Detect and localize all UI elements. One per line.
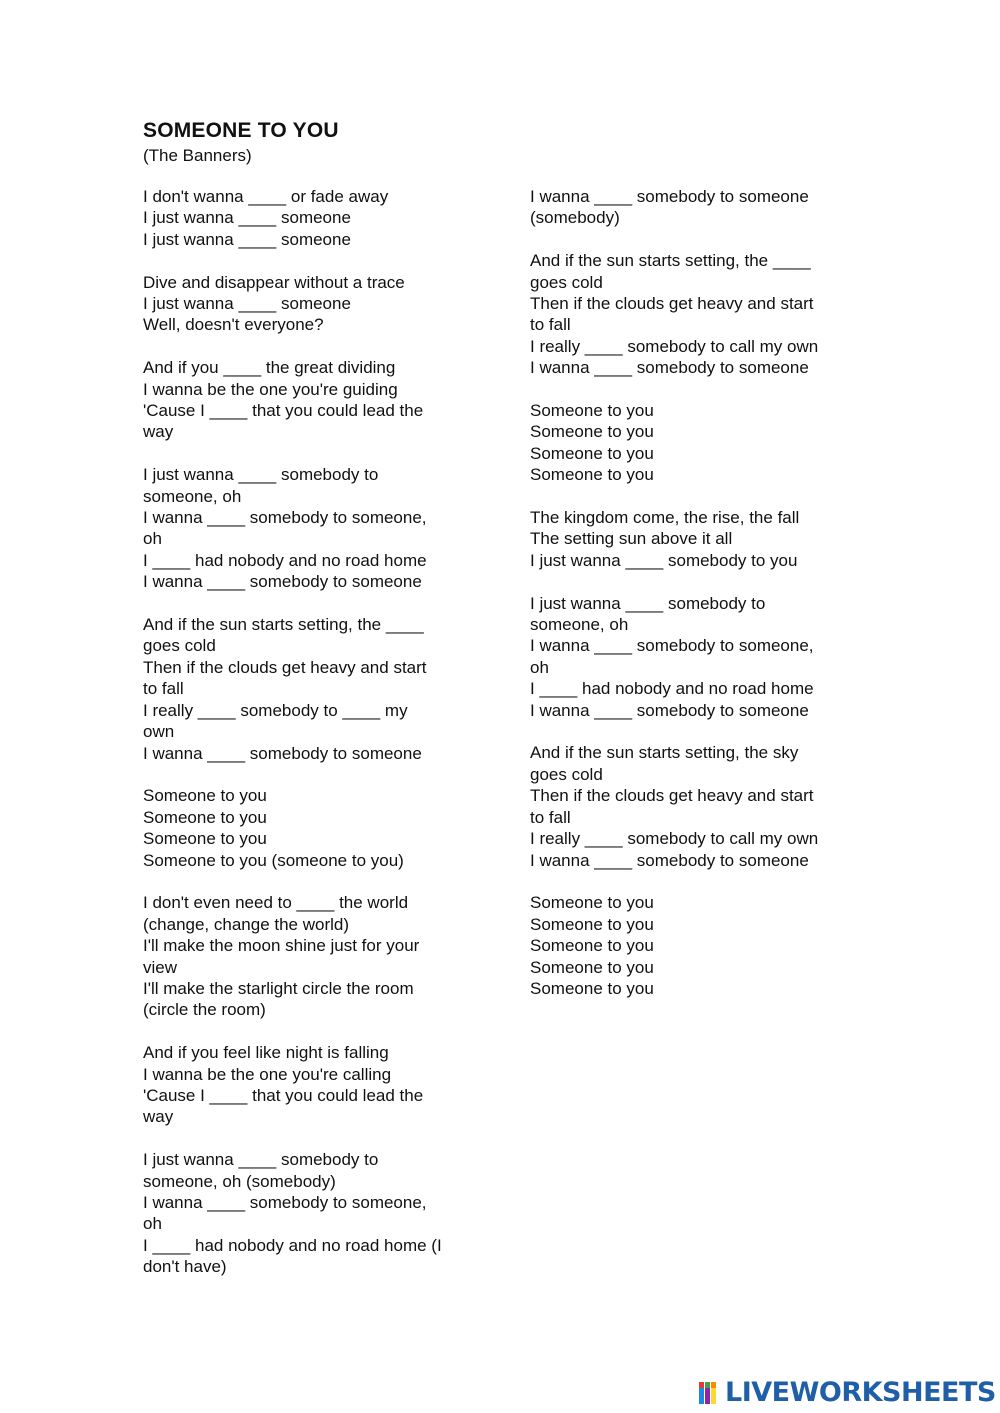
- lyric-line: I wanna ____ somebody to someone,: [143, 1192, 427, 1212]
- lyric-line: way: [143, 1107, 174, 1127]
- lyric-line: oh: [143, 1214, 162, 1234]
- song-title: SOMEONE TO YOU: [143, 119, 339, 142]
- lyric-stanza: [530, 186, 850, 229]
- lyric-line: Someone to you: [530, 957, 654, 977]
- lyric-line: Someone to you: [530, 978, 654, 998]
- lyric-stanza: [143, 1149, 473, 1277]
- lyric-line: I wanna ____ somebody to someone,: [530, 636, 814, 656]
- lyric-line: way: [143, 422, 174, 442]
- lyric-line: I really ____ somebody to ____ my: [143, 700, 408, 720]
- lyric-line: Someone to you: [530, 422, 654, 442]
- lyric-line: I just wanna ____ somebody to: [143, 1150, 379, 1170]
- lyric-line: I wanna ____ somebody to someone,: [143, 508, 427, 528]
- lyric-stanza: [530, 507, 850, 571]
- lyric-line: (change, change the world): [143, 914, 350, 934]
- lyric-stanza: [143, 357, 473, 443]
- lyric-stanza: [530, 400, 850, 486]
- lyric-stanza: [530, 593, 850, 721]
- lyric-line: Then if the clouds get heavy and start: [530, 786, 814, 806]
- lyric-line: And if the sun starts setting, the sky: [530, 743, 799, 763]
- lyric-line: oh: [530, 657, 549, 677]
- lyric-line: Well, doesn't everyone?: [143, 315, 324, 335]
- lyric-line: Someone to you: [143, 786, 267, 806]
- lyric-stanza: [143, 272, 473, 336]
- liveworksheets-logo[interactable]: [697, 1378, 996, 1408]
- lyric-stanza: [143, 186, 473, 250]
- lyric-line: I wanna ____ somebody to someone: [143, 572, 422, 592]
- lyric-line: Someone to you: [143, 829, 267, 849]
- lyric-line: Someone to you: [143, 807, 267, 827]
- lyric-line: I wanna ____ somebody to someone: [530, 187, 809, 206]
- lyric-line: to fall: [530, 315, 571, 335]
- lyric-stanza: [143, 1042, 473, 1128]
- lyric-line: Someone to you (someone to you): [143, 850, 404, 870]
- lyric-line: goes cold: [143, 636, 216, 656]
- lyric-stanza: [143, 785, 473, 871]
- lyric-line: I really ____ somebody to call my own: [530, 829, 819, 849]
- logo-mark-block: [705, 1388, 710, 1404]
- lyric-line: The kingdom come, the rise, the fall: [530, 508, 800, 528]
- liveworksheets-logo-icon: [697, 1380, 723, 1406]
- lyric-line: I really ____ somebody to call my own: [530, 336, 819, 356]
- lyric-line: Someone to you: [530, 465, 654, 485]
- lyric-line: The setting sun above it all: [530, 529, 733, 549]
- song-artist: (The Banners): [143, 146, 252, 165]
- lyric-line: view: [143, 957, 178, 977]
- lyric-line: I don't wanna ____ or fade away: [143, 187, 389, 206]
- lyric-line: 'Cause I ____ that you could lead the: [143, 401, 424, 421]
- lyric-line: I wanna ____ somebody to someone: [530, 850, 809, 870]
- logo-text: LIVEWORKSHEETS: [725, 1377, 996, 1408]
- lyric-line: don't have): [143, 1257, 227, 1277]
- lyric-stanza: [530, 892, 850, 999]
- lyric-line: I ____ had nobody and no road home: [530, 679, 814, 699]
- lyric-line: Then if the clouds get heavy and start: [143, 657, 427, 677]
- lyric-line: Someone to you: [530, 893, 654, 913]
- lyric-line: to fall: [143, 679, 184, 699]
- lyric-line: (somebody): [530, 208, 620, 228]
- lyric-line: I wanna ____ somebody to someone: [530, 700, 809, 720]
- lyric-line: I just wanna ____ somebody to you: [530, 550, 798, 570]
- lyric-line: Someone to you: [530, 401, 654, 421]
- lyric-stanza: [143, 614, 473, 764]
- lyric-line: And if you feel like night is falling: [143, 1043, 389, 1063]
- lyric-line: I'll make the moon shine just for your: [143, 936, 420, 956]
- lyric-line: Someone to you: [530, 443, 654, 463]
- lyric-line: Someone to you: [530, 936, 654, 956]
- lyric-line: I ____ had nobody and no road home: [143, 550, 427, 570]
- lyrics-left-column: [143, 186, 473, 1299]
- lyric-line: I wanna be the one you're calling: [143, 1064, 392, 1084]
- lyric-line: I just wanna ____ someone: [143, 229, 351, 249]
- lyric-line: 'Cause I ____ that you could lead the: [143, 1085, 424, 1105]
- lyric-stanza: [530, 742, 850, 870]
- lyric-line: I just wanna ____ someone: [143, 208, 351, 228]
- lyric-line: I just wanna ____ somebody to: [143, 465, 379, 485]
- lyric-line: own: [143, 722, 175, 742]
- lyric-line: goes cold: [530, 764, 603, 784]
- lyric-line: I just wanna ____ somebody to: [530, 593, 766, 613]
- lyric-line: someone, oh (somebody): [143, 1171, 336, 1191]
- lyric-line: goes cold: [530, 272, 603, 292]
- lyric-line: I ____ had nobody and no road home (I: [143, 1235, 442, 1255]
- lyric-stanza: [143, 464, 473, 592]
- lyric-line: And if you ____ the great dividing: [143, 358, 396, 378]
- lyric-line: I wanna ____ somebody to someone: [143, 743, 422, 763]
- lyric-stanza: [143, 892, 473, 1020]
- lyric-line: Then if the clouds get heavy and start: [530, 294, 814, 314]
- lyrics-right-column: [530, 186, 850, 1021]
- lyric-line: someone, oh: [143, 486, 242, 506]
- lyric-line: to fall: [530, 807, 571, 827]
- lyric-line: I don't even need to ____ the world: [143, 893, 409, 913]
- lyric-line: Someone to you: [530, 914, 654, 934]
- lyric-line: (circle the room): [143, 1000, 266, 1020]
- lyric-line: And if the sun starts setting, the ____: [143, 615, 424, 635]
- lyric-line: I wanna ____ somebody to someone: [530, 358, 809, 378]
- lyric-line: Dive and disappear without a trace: [143, 272, 405, 292]
- logo-mark-block: [711, 1388, 716, 1404]
- lyric-line: I'll make the starlight circle the room: [143, 978, 414, 998]
- lyric-line: someone, oh: [530, 615, 629, 635]
- logo-mark-block: [699, 1388, 704, 1404]
- lyric-stanza: [530, 250, 850, 378]
- lyric-line: I just wanna ____ someone: [143, 294, 351, 314]
- lyric-line: oh: [143, 529, 162, 549]
- lyric-line: I wanna be the one you're guiding: [143, 379, 398, 399]
- lyric-line: And if the sun starts setting, the ____: [530, 251, 811, 271]
